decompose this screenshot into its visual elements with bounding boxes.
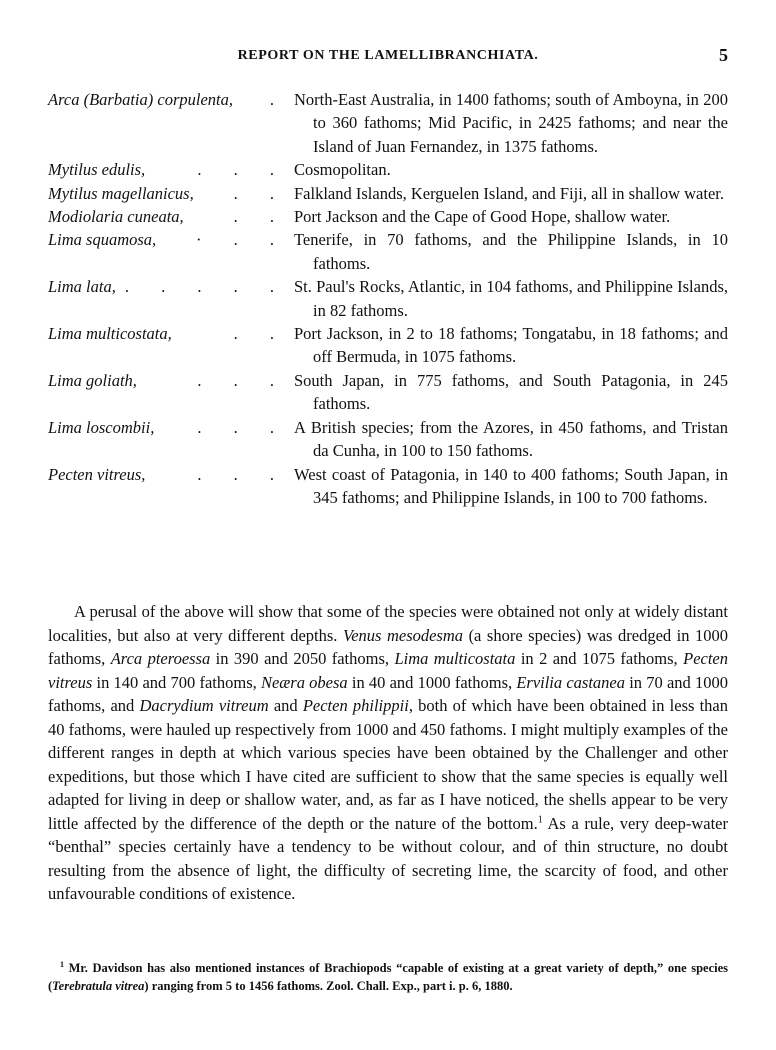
species-cell bbox=[48, 88, 294, 158]
body-text-segment: , both of which have been obtained in less than 40 fathoms, were hauled up respectively from 1000 and 450 fathoms. I might multiply examples of the different ranges in depth at which various species have been obtained by the Challenger and other expeditions, but those which I have cited are sufficient to show that the same species is equally well adapted for living in deep or shallow water, and, as far as I have noticed, the shells appear to be very little affected by the difference of the depth or the nature of the bottom. bbox=[48, 696, 728, 833]
body-text-segment: in 2 and 1075 fathoms, bbox=[520, 649, 678, 668]
species-row bbox=[48, 275, 728, 322]
species-name: Arca pteroessa bbox=[110, 649, 211, 668]
leader-dots: . . . bbox=[197, 370, 288, 390]
body-text-segment: in 40 and 1000 fathoms, bbox=[351, 672, 513, 692]
species-cell bbox=[48, 463, 294, 510]
leader-dots: . . . bbox=[197, 417, 288, 437]
species-row bbox=[48, 463, 728, 510]
footnote-marker: 1 bbox=[60, 959, 64, 969]
species-name: Lima loscombii, bbox=[48, 417, 155, 437]
species-name: Neæra obesa bbox=[260, 672, 348, 692]
species-name: Pecten vitreus bbox=[48, 649, 728, 692]
species-cell bbox=[48, 158, 294, 181]
species-name: Venus mesodesma bbox=[342, 625, 464, 645]
species-cell bbox=[48, 182, 294, 205]
running-header bbox=[48, 45, 728, 70]
body-text-segment: in 140 and 700 fathoms, bbox=[96, 672, 257, 692]
species-name: Arca (Barbatia) corpulenta, bbox=[48, 90, 233, 109]
species-name: Ervilia castanea bbox=[516, 672, 625, 692]
footnote-text: Mr. Davidson has also mentioned instances of Brachiopods “capable of existing at a great variety of depth,” one species ( bbox=[48, 961, 728, 993]
locality-text: South Japan, in 775 fathoms, and South Patagonia, in 245 fathoms. bbox=[294, 370, 728, 414]
species-name: Lima squamosa, bbox=[48, 230, 157, 250]
page-number: 5 bbox=[719, 45, 728, 65]
species-row bbox=[48, 228, 728, 275]
species-name: Mytilus edulis, bbox=[48, 160, 146, 180]
body-text-segment: in 390 and 2050 fathoms, bbox=[215, 649, 390, 668]
body-text-segment: and bbox=[273, 696, 298, 715]
body-paragraph bbox=[48, 600, 728, 906]
body-text-segment: (a shore species) was dredged in 1000 fathoms, bbox=[48, 625, 729, 668]
leader-dots: · . . bbox=[196, 230, 288, 250]
species-row bbox=[48, 322, 728, 369]
locality-text: A British species; from the Azores, in 450 fathoms, and Tristan da Cunha, in 100 to 150 fathoms. bbox=[294, 417, 728, 461]
footnote-text: ) ranging from 5 to 1456 fathoms. Zool. Chall. Exp., part i. p. 6, 1880. bbox=[144, 979, 513, 993]
species-row bbox=[48, 369, 728, 416]
species-row bbox=[48, 416, 728, 463]
locality-text: Cosmopolitan. bbox=[294, 160, 391, 180]
header-title: REPORT ON THE LAMELLIBRANCHIATA. bbox=[237, 48, 539, 63]
species-name: Pecten vitreus, bbox=[48, 464, 146, 484]
leader-dots: . . bbox=[233, 207, 288, 227]
leader-dots: . . . . . bbox=[124, 277, 288, 297]
species-cell bbox=[48, 228, 294, 275]
species-name: Lima lata, bbox=[48, 277, 116, 297]
species-cell bbox=[48, 322, 294, 369]
species-cell bbox=[48, 416, 294, 463]
species-name: Lima multicostata, bbox=[48, 324, 172, 344]
species-row bbox=[48, 205, 728, 228]
species-row bbox=[48, 88, 728, 158]
locality-text: Port Jackson, in 2 to 18 fathoms; Tongatabu, in 18 fathoms; and off Bermuda, in 1075 fathoms. bbox=[294, 324, 728, 367]
body-text-segment: A perusal of the above will show that some of the species were obtained not only at widely distant localities, but also at very different depths. bbox=[48, 602, 728, 645]
species-row bbox=[48, 182, 728, 205]
locality-text: St. Paul's Rocks, Atlantic, in 104 fathoms, and Philippine Islands, in 82 fathoms. bbox=[294, 277, 728, 320]
species-name: Mytilus magellanicus, bbox=[48, 183, 194, 203]
species-row bbox=[48, 158, 728, 181]
species-name: Dacrydium vitreum bbox=[139, 696, 269, 715]
leader-dots: . . . bbox=[197, 464, 288, 484]
locality-text: North-East Australia, in 1400 fathoms; south of Amboyna, in 200 to 360 fathoms; Mid Pacific, in 2425 fathoms; and near the Island of Juan Fernandez, in 1375 fathoms. bbox=[294, 90, 728, 156]
locality-text: West coast of Patagonia, in 140 to 400 fathoms; South Japan, in 345 fathoms; and Philippine Islands, in 100 to 700 fathoms. bbox=[294, 464, 728, 507]
species-cell bbox=[48, 369, 294, 416]
species-name: Lima goliath, bbox=[48, 370, 137, 390]
locality-text: Port Jackson and the Cape of Good Hope, shallow water. bbox=[294, 207, 671, 227]
species-table bbox=[48, 88, 728, 509]
species-cell bbox=[48, 275, 294, 322]
locality-text: Tenerife, in 70 fathoms, and the Philippine Islands, in 10 fathoms. bbox=[294, 230, 728, 273]
leader-dots: . . . bbox=[197, 160, 288, 180]
species-name: Pecten philippii bbox=[302, 696, 409, 715]
footnote bbox=[48, 959, 728, 995]
species-cell bbox=[48, 205, 294, 228]
footnote-species: Terebratula vitrea bbox=[52, 979, 145, 993]
locality-text: Falkland Islands, Kerguelen Island, and Fiji, all in shallow water. bbox=[294, 183, 724, 203]
leader-dots: . bbox=[269, 90, 288, 109]
body-text-segment: As a rule, very deep-water “benthal” species certainly have a tendency to be without colour, and of thin structure, no doubt resulting from the absence of light, the difficulty of secreting lime, the scarcity of food, and other unfavourable conditions of existence. bbox=[48, 813, 729, 903]
leader-dots: . . bbox=[233, 183, 288, 203]
species-name: Modiolaria cuneata, bbox=[48, 207, 184, 227]
footnote-reference[interactable]: 1 bbox=[537, 814, 543, 825]
body-text-segment: in 70 and 1000 fathoms, and bbox=[48, 672, 728, 715]
leader-dots: . . bbox=[233, 324, 288, 344]
species-name: Lima multicostata bbox=[394, 649, 516, 668]
